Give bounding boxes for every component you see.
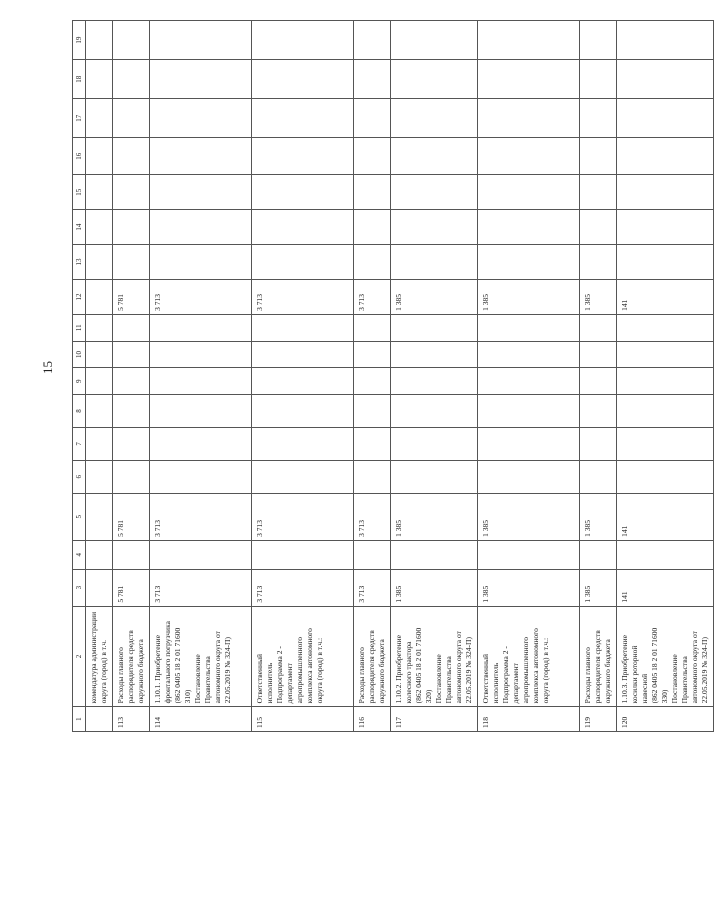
rotated-table-wrapper <box>72 20 709 732</box>
table-cell <box>150 21 252 60</box>
table-cell <box>113 395 150 428</box>
amount-cell: 1 385 <box>580 493 617 540</box>
table-cell <box>150 99 252 138</box>
description-cell: комендатура администрации округа (город) в т.ч. <box>86 606 113 707</box>
total-cell: 3 713 <box>252 569 354 606</box>
amount-cell: 5 781 <box>113 493 150 540</box>
table-cell <box>150 175 252 210</box>
table-cell <box>391 138 478 175</box>
amount-cell: 1 385 <box>478 493 580 540</box>
table-cell <box>354 368 391 395</box>
table-cell <box>478 245 580 280</box>
total-cell: 5 781 <box>113 569 150 606</box>
table-cell <box>150 460 252 493</box>
table-cell <box>113 245 150 280</box>
table-cell <box>113 138 150 175</box>
table-cell <box>478 60 580 99</box>
table-cell <box>113 21 150 60</box>
row-number-cell: 119 <box>580 707 617 732</box>
table-cell <box>478 368 580 395</box>
table-cell <box>617 21 714 60</box>
table-cell <box>354 460 391 493</box>
table-cell <box>252 210 354 245</box>
description-cell: Расходы главного распорядителя средств окружного бюджета <box>354 606 391 707</box>
header-cell: 18 <box>73 60 86 99</box>
amount-cell: 1 385 <box>391 280 478 315</box>
header-cell: 2 <box>73 606 86 707</box>
table-row <box>113 21 150 732</box>
table-cell <box>580 368 617 395</box>
table-cell <box>113 99 150 138</box>
table-cell <box>617 368 714 395</box>
amount-cell: 3 713 <box>150 280 252 315</box>
row-number-cell: 115 <box>252 707 354 732</box>
table-cell <box>478 460 580 493</box>
header-cell: 1 <box>73 707 86 732</box>
table-cell <box>391 395 478 428</box>
table-cell <box>354 21 391 60</box>
table-cell <box>252 341 354 368</box>
table-cell <box>86 368 113 395</box>
table-cell <box>150 395 252 428</box>
table-cell <box>478 175 580 210</box>
table-cell <box>354 99 391 138</box>
table-cell <box>113 540 150 569</box>
table-cell <box>478 314 580 341</box>
table-cell <box>86 21 113 60</box>
total-cell: 1 385 <box>391 569 478 606</box>
amount-cell: 3 713 <box>252 280 354 315</box>
table-cell <box>150 341 252 368</box>
table-cell <box>252 395 354 428</box>
amount-cell: 1 385 <box>391 493 478 540</box>
table-cell <box>113 460 150 493</box>
table-cell <box>86 314 113 341</box>
table-cell <box>580 427 617 460</box>
table-cell <box>617 60 714 99</box>
header-cell: 9 <box>73 368 86 395</box>
table-cell <box>580 540 617 569</box>
table-cell <box>478 540 580 569</box>
table-cell <box>391 21 478 60</box>
header-cell: 11 <box>73 314 86 341</box>
header-cell: 6 <box>73 460 86 493</box>
table-cell <box>354 210 391 245</box>
amount-cell: 141 <box>617 280 714 315</box>
header-cell: 16 <box>73 138 86 175</box>
table-cell <box>478 210 580 245</box>
table-cell <box>391 341 478 368</box>
table-cell <box>478 427 580 460</box>
table-cell <box>617 427 714 460</box>
table-cell <box>391 245 478 280</box>
table-cell <box>150 138 252 175</box>
table-cell <box>86 460 113 493</box>
table-cell <box>86 341 113 368</box>
row-number-cell: 120 <box>617 707 714 732</box>
table-cell <box>617 210 714 245</box>
table-cell <box>252 60 354 99</box>
table-cell <box>150 245 252 280</box>
table-cell <box>617 175 714 210</box>
amount-cell: 1 385 <box>478 280 580 315</box>
table-cell <box>580 460 617 493</box>
amount-cell: 1 385 <box>580 280 617 315</box>
table-cell <box>354 245 391 280</box>
total-cell: 3 713 <box>150 569 252 606</box>
table-cell <box>580 395 617 428</box>
table-cell <box>580 175 617 210</box>
row-number-cell <box>86 707 113 732</box>
table-cell <box>86 210 113 245</box>
row-number-cell: 113 <box>113 707 150 732</box>
description-cell: Расходы главного распорядителя средств окружного бюджета <box>580 606 617 707</box>
header-cell: 12 <box>73 280 86 315</box>
table-cell <box>354 395 391 428</box>
table-cell <box>252 314 354 341</box>
table-cell <box>580 341 617 368</box>
table-cell <box>113 210 150 245</box>
table-cell <box>391 99 478 138</box>
row-number-cell: 117 <box>391 707 478 732</box>
table-cell <box>113 314 150 341</box>
budget-table <box>72 20 714 732</box>
page-number: 15 <box>40 361 55 374</box>
table-cell <box>580 245 617 280</box>
table-cell <box>252 245 354 280</box>
table-cell <box>354 540 391 569</box>
header-cell: 17 <box>73 99 86 138</box>
header-cell: 5 <box>73 493 86 540</box>
header-row <box>73 21 86 732</box>
header-cell: 4 <box>73 540 86 569</box>
table-cell <box>113 368 150 395</box>
amount-cell: 3 713 <box>354 493 391 540</box>
table-cell <box>113 60 150 99</box>
table-row <box>354 21 391 732</box>
table-cell <box>617 341 714 368</box>
table-cell <box>252 175 354 210</box>
table-cell <box>86 99 113 138</box>
row-number-cell: 118 <box>478 707 580 732</box>
table-cell <box>252 540 354 569</box>
table-cell <box>150 314 252 341</box>
table-cell <box>617 99 714 138</box>
table-cell <box>150 540 252 569</box>
table-cell <box>580 210 617 245</box>
table-cell <box>580 99 617 138</box>
description-cell: Расходы главного распорядителя средств окружного бюджета <box>113 606 150 707</box>
table-cell <box>86 138 113 175</box>
table-cell <box>252 427 354 460</box>
table-cell <box>617 314 714 341</box>
table-cell <box>617 540 714 569</box>
total-cell: 3 713 <box>354 569 391 606</box>
description-cell: Ответственный исполнитель Подпрограмма 2 - департамент агропромышленного комплекса автономного округа (город) в т.ч.: <box>252 606 354 707</box>
table-row <box>86 21 113 732</box>
table-row <box>150 21 252 732</box>
total-cell: 141 <box>617 569 714 606</box>
table-cell <box>252 99 354 138</box>
table-cell <box>478 21 580 60</box>
table-cell <box>86 245 113 280</box>
table-cell <box>580 314 617 341</box>
header-cell: 19 <box>73 21 86 60</box>
total-cell <box>86 569 113 606</box>
table-cell <box>478 395 580 428</box>
table-cell <box>150 60 252 99</box>
table-cell <box>391 314 478 341</box>
table-cell <box>113 175 150 210</box>
table-cell <box>391 540 478 569</box>
table-cell <box>354 138 391 175</box>
table-cell <box>617 245 714 280</box>
header-cell: 10 <box>73 341 86 368</box>
table-cell <box>354 314 391 341</box>
table-cell <box>478 138 580 175</box>
table-cell <box>252 460 354 493</box>
table-cell <box>354 60 391 99</box>
table-cell <box>391 60 478 99</box>
description-cell: Ответственный исполнитель Подпрограмма 2 - департамент агропромышленного комплекса автономного округа (город) в т.ч.: <box>478 606 580 707</box>
description-cell: 1.10.1. Приобретение фронтального погрузчика (862 0405 18 2 01 71600 310) Постановление Правительства автономного округа от 22.05.2019 № 324-П) <box>150 606 252 707</box>
table-cell <box>86 395 113 428</box>
table-cell <box>86 427 113 460</box>
table-cell <box>354 427 391 460</box>
table-cell <box>86 60 113 99</box>
amount-cell <box>86 493 113 540</box>
table-cell <box>354 175 391 210</box>
amount-cell: 3 713 <box>354 280 391 315</box>
table-cell <box>150 427 252 460</box>
amount-cell: 141 <box>617 493 714 540</box>
table-row <box>391 21 478 732</box>
table-cell <box>617 460 714 493</box>
table-cell <box>580 138 617 175</box>
row-number-cell: 114 <box>150 707 252 732</box>
table-cell <box>86 175 113 210</box>
table-cell <box>113 341 150 368</box>
table-cell <box>617 138 714 175</box>
table-cell <box>617 395 714 428</box>
table-cell <box>391 427 478 460</box>
header-cell: 14 <box>73 210 86 245</box>
table-cell <box>580 60 617 99</box>
header-cell: 7 <box>73 427 86 460</box>
table-cell <box>391 460 478 493</box>
table-cell <box>86 540 113 569</box>
table-cell <box>150 368 252 395</box>
total-cell: 1 385 <box>580 569 617 606</box>
header-cell: 13 <box>73 245 86 280</box>
table-cell <box>391 210 478 245</box>
table-cell <box>252 21 354 60</box>
table-cell <box>478 99 580 138</box>
amount-cell: 3 713 <box>150 493 252 540</box>
amount-cell: 5 781 <box>113 280 150 315</box>
table-cell <box>580 21 617 60</box>
table-cell <box>478 341 580 368</box>
amount-cell <box>86 280 113 315</box>
table-cell <box>252 368 354 395</box>
table-cell <box>391 368 478 395</box>
table-row <box>617 21 714 732</box>
table-row <box>580 21 617 732</box>
table-row <box>252 21 354 732</box>
header-cell: 8 <box>73 395 86 428</box>
table-row <box>478 21 580 732</box>
header-cell: 3 <box>73 569 86 606</box>
description-cell: 1.10.2. Приобретение колесного трактора (862 0405 18 2 01 71600 320) Постановление Правительства автономного округа от 22.05.2019 № 324-П) <box>391 606 478 707</box>
table-cell <box>113 427 150 460</box>
table-cell <box>252 138 354 175</box>
table-cell <box>354 341 391 368</box>
amount-cell: 3 713 <box>252 493 354 540</box>
description-cell: 1.10.3. Приобретение косилки роторной навесной (862 0405 18 2 01 71600 330) Постановление Правительства автономного округа от 22.05.2019 № 324-П) <box>617 606 714 707</box>
row-number-cell: 116 <box>354 707 391 732</box>
header-cell: 15 <box>73 175 86 210</box>
table-cell <box>150 210 252 245</box>
table-cell <box>391 175 478 210</box>
total-cell: 1 385 <box>478 569 580 606</box>
